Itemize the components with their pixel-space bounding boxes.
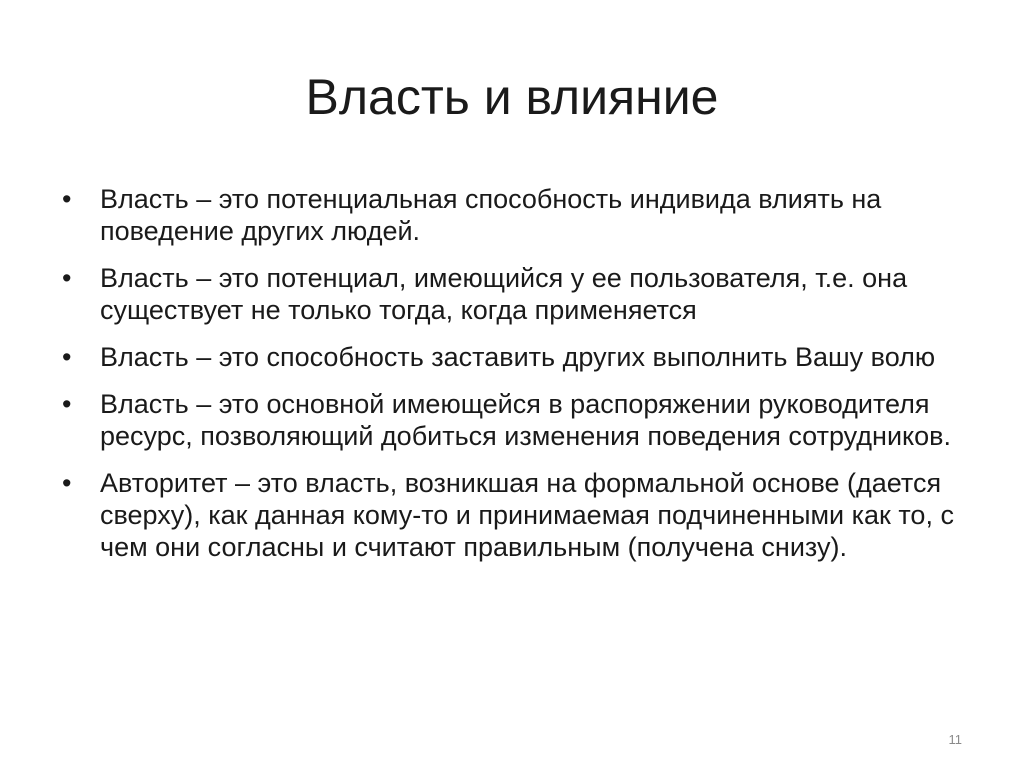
- page-number: 11: [948, 732, 962, 747]
- bullet-dot-icon: •: [62, 468, 72, 498]
- bullet-dot-icon: •: [62, 263, 72, 293]
- bullet-item: [62, 467, 982, 563]
- bullet-item: [62, 262, 982, 326]
- bullet-list: [62, 183, 982, 578]
- bullet-text: Авторитет – это власть, возникшая на формальной основе (дается сверху), как данная кому-то и принимаемая подчиненными как то, с чем они согласны и считают правильным (получена снизу).: [100, 468, 954, 562]
- bullet-dot-icon: •: [62, 342, 72, 372]
- bullet-text: Власть – это способность заставить других выполнить Вашу волю: [100, 342, 936, 372]
- slide-title: Власть и влияние: [305, 69, 719, 125]
- bullet-text: Власть – это потенциальная способность индивида влиять на поведение других людей.: [100, 184, 882, 246]
- bullet-dot-icon: •: [62, 184, 72, 214]
- bullet-item: [62, 183, 982, 247]
- bullet-text: Власть – это потенциал, имеющийся у ее пользователя, т.е. она существует не только тогда, когда применяется: [100, 263, 908, 325]
- bullet-dot-icon: •: [62, 389, 72, 419]
- bullet-text: Власть – это основной имеющейся в распоряжении руководителя ресурс, позволяющий добиться изменения поведения сотрудников.: [100, 389, 952, 451]
- bullet-item: [62, 341, 982, 373]
- bullet-item: [62, 388, 982, 452]
